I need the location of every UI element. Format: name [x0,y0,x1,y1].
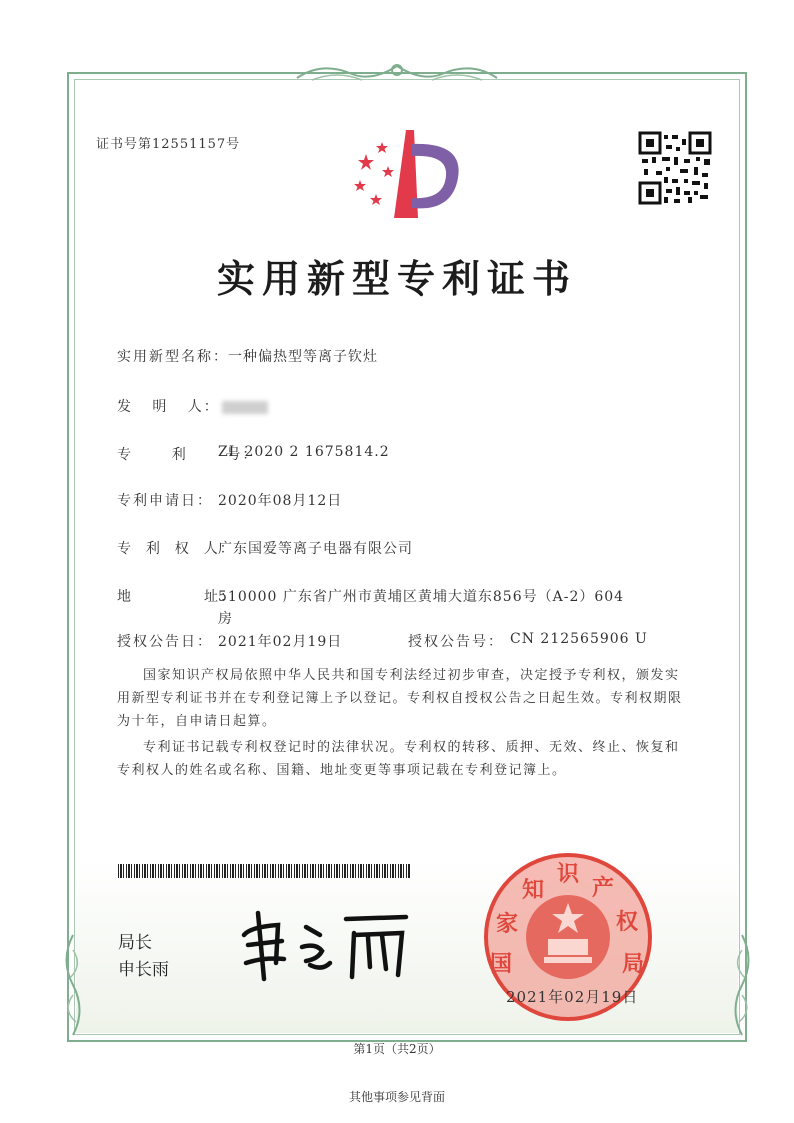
footer-note: 其他事项参见背面 [348,1090,445,1104]
director-signature [236,905,414,985]
utility-model-name-label: 实用新型名称： [117,349,229,365]
svg-text:知: 知 [522,878,545,903]
utility-model-name-value: 一种偏热型等离子钦灶 [228,349,378,365]
grant-number-value: CN 212565906 U [510,631,648,647]
inventor-value-redacted [222,397,268,416]
legal-paragraph-2: 专利证书记载专利权登记时的法律状况。专利权的转移、质押、无效、终止、恢复和专利权人的姓名或名称、国籍、地址变更等事项记载在专利登记簿上。 [117,740,680,778]
grant-date-label: 授权公告日： [117,634,213,650]
legal-paragraph-1: 国家知识产权局依照中华人民共和国专利法经过初步审查，决定授予专利权，颁发实用新型专利证书并在专利登记簿上予以登记。专利权自授权公告之日起生效。专利权期限为十年，自申请日起算。 [117,668,683,729]
svg-text:识: 识 [557,862,580,887]
address-label: 地 址： [117,589,236,605]
svg-text:权: 权 [616,910,639,935]
barcode [118,864,410,878]
certificate-number: 证书号第12551157号 [96,137,241,152]
svg-text:产: 产 [592,876,615,901]
left-ornament [58,930,88,1040]
patent-number-value: ZL 2020 2 1675814.2 [218,444,390,460]
inventor-label: 发 明 人： [117,399,220,415]
grant-number-label: 授权公告号： [408,634,504,650]
cnipa-logo-icon [346,126,468,222]
address-line-1: 510000 广东省广州市黄埔区黄埔大道东856号（A-2）604 [218,589,625,605]
qr-code-icon [638,131,712,205]
top-ornament [292,56,502,86]
patentee-value: 广东国爱等离子电器有限公司 [218,541,413,557]
filing-date-label: 专利申请日： [117,493,213,509]
director-name: 申长雨 [118,960,169,980]
director-title: 局长 [118,933,152,953]
filing-date-value: 2020年08月12日 [218,493,343,509]
page-indicator: 第1页（共2页） [353,1042,441,1056]
patentee-label: 专 利 权 人： [117,541,236,557]
certificate-title: 实用新型专利证书 [216,256,577,301]
right-ornament [727,930,757,1040]
svg-text:国: 国 [490,952,513,977]
grant-date-value: 2021年02月19日 [218,634,343,650]
issue-date: 2021年02月19日 [506,988,639,1006]
patent-number-label: 专 利 号： [117,447,259,463]
svg-text:局: 局 [622,952,645,977]
address-line-2: 房 [218,611,233,627]
svg-text:家: 家 [496,912,519,937]
